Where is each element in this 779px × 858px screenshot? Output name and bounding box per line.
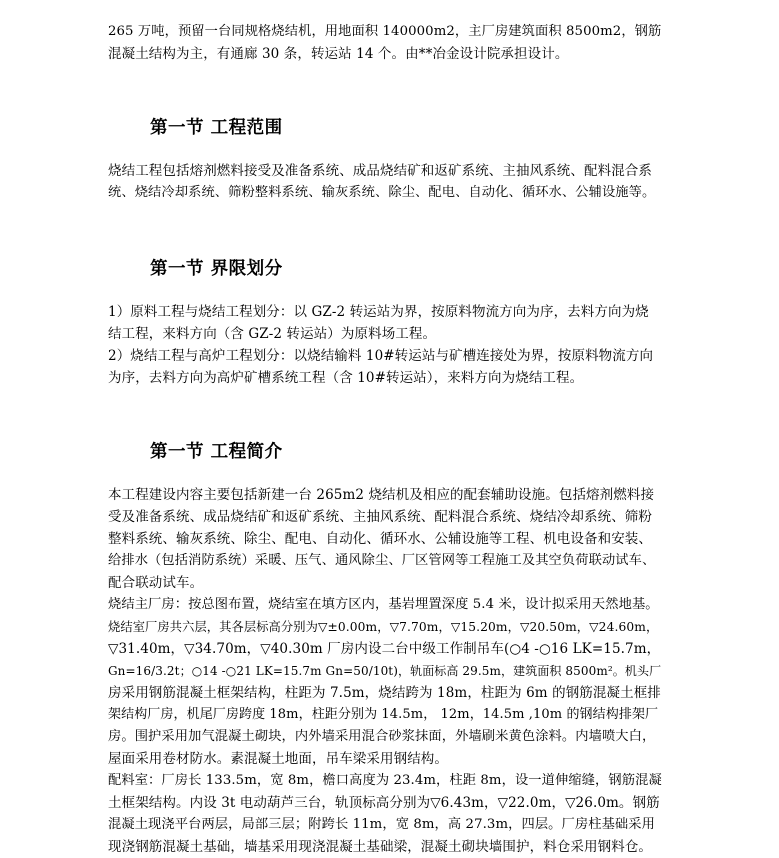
- text-line: 架结构厂房，机尾厂房跨度 18m，柱距分别为 14.5m， 12m，14.5m ,10m 的钢结构排架厂: [108, 707, 659, 722]
- section-heading-overview: 第一节 工程简介: [150, 442, 283, 462]
- text-line: 本工程建设内容主要包括新建一台 265m2 烧结机及相应的配套辅助设施。包括熔剂燃料接: [108, 487, 655, 503]
- text-line: 房采用钢筋混凝土框架结构，柱距为 7.5m，烧结跨为 18m，柱距为 6m 的钢筋混凝土框排: [108, 685, 661, 701]
- text-line: 房。围护采用加气混凝土砌块，内外墙采用混合砂浆抹面，外墙刷米黄色涂料。内墙喷大白，: [108, 729, 656, 744]
- text-line: 配合联动试车。: [108, 575, 204, 591]
- text-line: 265 万吨，预留一台同规格烧结机，用地面积 140000m2，主厂房建筑面积 8500m2，钢筋: [108, 24, 662, 39]
- overview-paragraph: [108, 484, 664, 858]
- section-heading-boundary: 第一节 界限划分: [150, 259, 283, 279]
- text-line: 混凝土结构为主，有通廊 30 条，转运站 14 个。由**冶金设计院承担设计。: [108, 46, 569, 62]
- text-line: 整料系统、输灰系统、除尘、配电、自动化、循环水、公辅设施等工程、机电设备和安装、: [108, 531, 652, 547]
- text-line: 统、烧结冷却系统、筛粉整料系统、输灰系统、除尘、配电、自动化、循环水、公辅设施等。: [108, 185, 656, 200]
- text-line: 烧结工程包括熔剂燃料接受及准备系统、成品烧结矿和返矿系统、主抽风系统、配料混合系: [108, 163, 652, 179]
- text-line: 2）烧结工程与高炉工程划分：以烧结输料 10#转运站与矿槽连接处为界，按原料物流方向: [108, 348, 654, 364]
- text-line: 烧结主厂房：按总图布置，烧结室在填方区内，基岩埋置深度 5.4 米，设计拟采用天然地基。: [108, 597, 659, 612]
- intro-paragraph: [108, 21, 664, 65]
- text-line: 给排水（包括消防系统）采暖、压气、通风除尘、厂区管网等工程施工及其空负荷联动试车、: [108, 553, 656, 568]
- text-line: Gn=16/3.2t；○14 -○21 LK=15.7m Gn=50/10t)，轨面标高 29.5m，建筑面积 8500m²。机头厂: [108, 664, 662, 678]
- text-line: 土框架结构。内设 3t 电动葫芦三台，轨顶标高分别为▽6.43m，▽22.0m，▽26.0m。钢筋: [108, 795, 660, 811]
- text-line: 屋面采用卷材防水。素混凝土地面，吊车梁采用钢结构。: [108, 751, 448, 767]
- text-line: 烧结室厂房共六层，其各层标高分别为▽±0.00m，▽7.70m，▽15.20m，▽20.50m，▽24.60m，: [108, 620, 659, 634]
- section-heading-scope: 第一节 工程范围: [150, 118, 283, 138]
- text-line: 受及准备系统、成品烧结矿和返矿系统、主抽风系统、配料混合系统、烧结冷却系统、筛粉: [108, 509, 652, 525]
- text-line: ▽31.40m，▽34.70m，▽40.30m 厂房内设二台中级工作制吊车(○4 -○16 LK=15.7m，: [108, 641, 661, 657]
- text-line: 1）原料工程与烧结工程划分：以 GZ-2 转运站为界，按原料物流方向为序，去料方向为烧: [108, 304, 649, 320]
- scope-paragraph: [108, 160, 664, 204]
- text-line: 配料室：厂房长 133.5m，宽 8m，檐口高度为 23.4m，柱距 8m，设一道伸缩缝，钢筋混凝: [108, 773, 662, 788]
- text-line: 混凝土现浇平台两层，局部三层；附跨长 11m，宽 8m，高 27.3m，四层。厂房柱基础采用: [108, 817, 655, 832]
- text-line: 现浇钢筋混凝土基础，墙基采用现浇混凝土基础梁，混凝土砌块墙围护，料仓采用钢料仓。: [108, 839, 652, 855]
- boundary-paragraph: [108, 301, 664, 389]
- text-line: 结工程，来料方向（含 GZ-2 转运站）为原料场工程。: [108, 326, 437, 342]
- text-line: 为序，去料方向为高炉矿槽系统工程（含 10#转运站），来料方向为烧结工程。: [108, 370, 584, 386]
